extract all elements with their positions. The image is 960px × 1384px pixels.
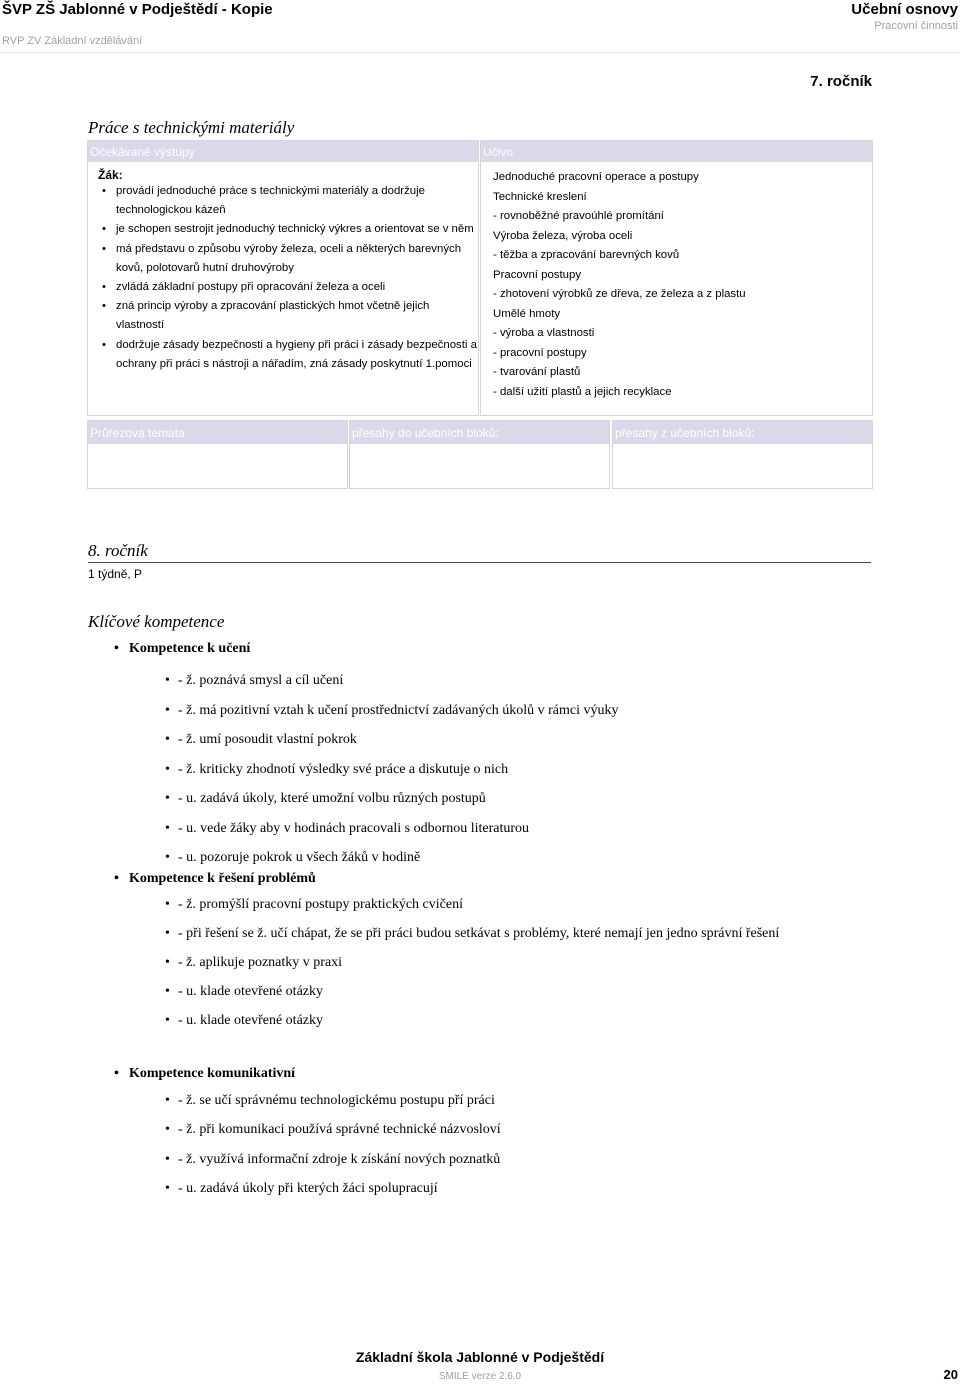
outcomes-list <box>88 182 478 374</box>
curriculum-item: Technické kreslení <box>493 190 587 203</box>
subject-name: Pracovní činnosti <box>874 20 958 32</box>
curriculum-item: - pracovní postupy <box>493 346 587 359</box>
curriculum-item: Umělé hmoty <box>493 307 561 320</box>
footer-version: SMILE verze 2.6.0 <box>438 1371 522 1382</box>
competence-items <box>112 1086 832 1203</box>
competence-problem-solving <box>112 871 832 1034</box>
grade-8-heading: 8. ročník <box>88 541 871 563</box>
outcomes-header: Očekávané výstupy <box>88 141 478 162</box>
competence-communication <box>112 1066 832 1203</box>
competence-item: • - ž. při komunikaci používá správné technické názvosloví <box>112 1115 832 1144</box>
page-number: 20 <box>943 1367 958 1382</box>
competence-item: • - ž. promýšlí pracovní postupy praktických cvičení <box>112 892 832 918</box>
curriculum-item: Jednoduché pracovní operace a postupy <box>493 171 699 183</box>
competence-name: • Kompetence komunikativní <box>112 1066 832 1086</box>
student-label: Žák: <box>98 168 123 182</box>
topic-title: Práce s technickými materiály <box>88 118 295 137</box>
competence-items <box>112 892 832 1034</box>
document-subtitle: RVP ZV Základní vzdělávání <box>2 35 143 47</box>
key-competences-title: Klíčové kompetence <box>88 612 225 631</box>
curriculum-item: Výroba železa, výroba oceli <box>493 229 633 242</box>
curriculum-item: - tvarování plastů <box>493 366 581 378</box>
outcome-item: • má představu o způsobu výroby železa, oceli a některých barevných kovů, polotovarů hutní druhovýroby <box>116 240 478 278</box>
competence-item: • - u. klade otevřené otázky <box>112 1008 832 1034</box>
outcome-item: • provádí jednoduché práce s technickými materiály a dodržuje technologickou kázeň <box>116 182 478 220</box>
curriculum-list <box>493 168 872 402</box>
curriculum-item: - rovnoběžné pravoúhlé promítání <box>493 210 664 222</box>
document-title: ŠVP ZŠ Jablonné v Podještědí - Kopie <box>2 1 273 18</box>
competence-item: • - ž. využívá informační zdroje k získání nových poznatků <box>112 1145 832 1174</box>
outcome-item: • zná princip výroby a zpracování plastických hmot včetně jejich vlastností <box>116 297 478 335</box>
competence-item: • - u. vede žáky aby v hodinách pracovali s odbornou literaturou <box>112 814 832 844</box>
competence-items <box>112 666 832 873</box>
links-from-header: přesahy z učebních bloků: <box>613 421 872 444</box>
header-divider <box>0 52 960 53</box>
competence-item: • - ž. aplikuje poznatky v praxi <box>112 950 832 976</box>
curriculum-item: - výroba a vlastnosti <box>493 327 595 339</box>
competence-name: • Kompetence k řešení problémů <box>112 871 832 891</box>
cross-topics-header: Průřezová témata <box>88 421 347 444</box>
curriculum-item: - zhotovení výrobků ze dřeva, ze železa a z plastu <box>493 288 746 300</box>
cross-topics-box <box>87 420 348 489</box>
competence-item: • - ž. umí posoudit vlastní pokrok <box>112 725 832 755</box>
links-to-box <box>349 420 610 489</box>
competence-item: • - při řešení se ž. učí chápat, že se při práci budou setkávat s problémy, které nemají jen jedno správní řešení <box>112 921 818 947</box>
curriculum-header: Učivo <box>481 141 872 162</box>
links-from-box <box>612 420 873 489</box>
weekly-hours: 1 týdně, P <box>88 567 143 581</box>
section-title-right: Učební osnovy <box>851 1 958 18</box>
links-to-header: přesahy do učebních bloků: <box>350 421 609 444</box>
competence-learning <box>112 641 832 873</box>
curriculum-item: - těžba a zpracování barevných kovů <box>493 249 680 261</box>
curriculum-item: Pracovní postupy <box>493 268 582 281</box>
competence-item: • - u. zadává úkoly při kterých žáci spolupracují <box>112 1174 832 1203</box>
footer-school-name: Základní škola Jablonné v Podještědí <box>355 1349 605 1365</box>
competence-item: • - u. zadává úkoly, které umožní volbu různých postupů <box>112 784 832 814</box>
competence-item: • - ž. má pozitivní vztah k učení prostřednictví zadávaných úkolů v rámci výuky <box>112 696 832 726</box>
competence-item: • - u. pozoruje pokrok u všech žáků v hodině <box>112 843 832 873</box>
grade-7-heading: 7. ročník <box>810 73 872 90</box>
outcome-item: • dodržuje zásady bezpečnosti a hygieny při práci i zásady bezpečnosti a ochrany při práci s nástroji a nářadím, zná zásady poskytnutí 1.pomoci <box>116 336 478 374</box>
outcome-item: • zvládá základní postupy při opracování železa a oceli <box>116 278 478 297</box>
outcomes-box <box>87 140 479 416</box>
competence-item: • - ž. kriticky zhodnotí výsledky své práce a diskutuje o nich <box>112 755 832 785</box>
competence-item: • - u. klade otevřené otázky <box>112 979 832 1005</box>
competence-item: • - ž. se učí správnému technologickému postupu pří práci <box>112 1086 832 1115</box>
competence-name: • Kompetence k učení <box>112 641 832 661</box>
curriculum-box <box>480 140 873 416</box>
outcome-item: • je schopen sestrojit jednoduchý technický výkres a orientovat se v něm <box>116 220 478 239</box>
competence-item: • - ž. poznává smysl a cíl učení <box>112 666 832 696</box>
curriculum-item: - další užití plastů a jejich recyklace <box>493 385 672 398</box>
